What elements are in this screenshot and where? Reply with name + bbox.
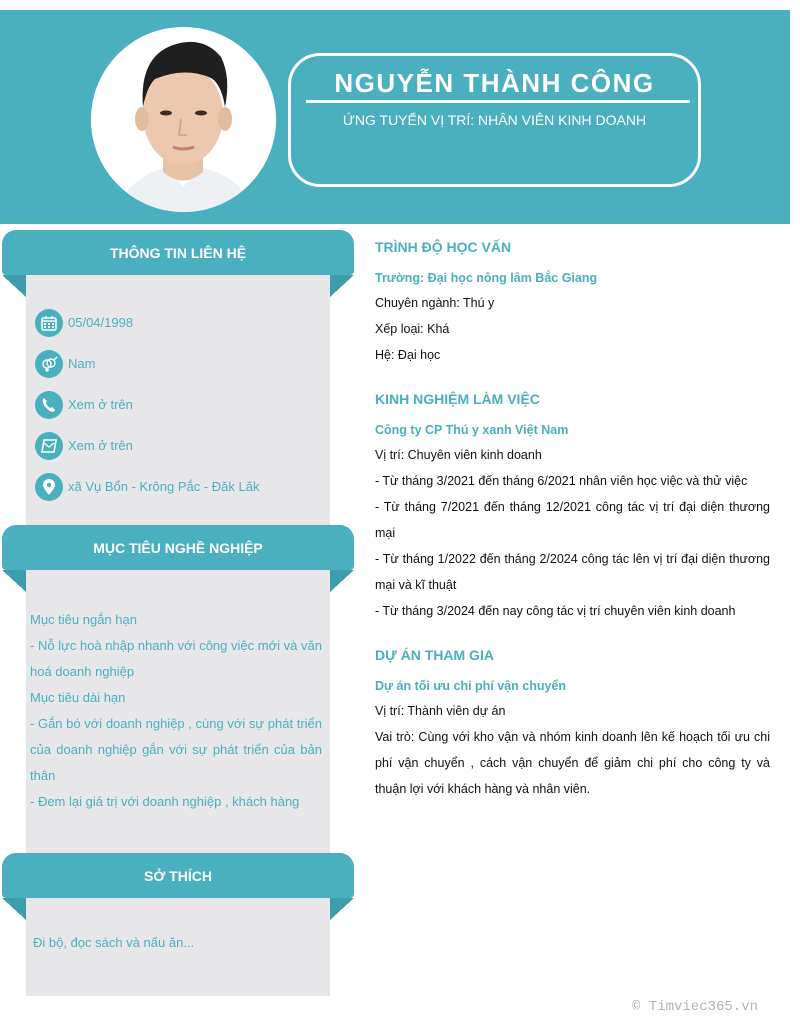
- project-line: Vai trò: Cùng với kho vận và nhóm kinh doanh lên kế hoạch tối ưu chi phí vận chuyển , cách vận chuyển để giảm chi phí cho công ty và thuận lợi với khách hàng và nhân viên.: [375, 730, 770, 796]
- project-name: Dự án tối ưu chi phí vận chuyển: [375, 679, 567, 693]
- birthday-value: 05/04/1998: [68, 315, 134, 330]
- experience-line: Vị trí: Chuyên viên kinh doanh: [375, 448, 542, 462]
- location-icon: [35, 473, 63, 501]
- company-name: Công ty CP Thú y xanh Việt Nam: [375, 423, 569, 437]
- education-line: Xếp loại: Khá: [375, 322, 450, 336]
- goals-section-title: MỤC TIÊU NGHỀ NGHIỆP: [2, 525, 354, 570]
- experience-line: - Từ tháng 3/2021 đến tháng 6/2021 nhân viên học việc và thử việc: [375, 474, 748, 488]
- cv-header: [0, 10, 790, 224]
- school-name: Trường: Đại học nông lâm Bắc Giang: [375, 271, 598, 285]
- ribbon-fold-right: [330, 570, 354, 592]
- address-value: xã Vụ Bổn - Krông Pắc - Đăk Lăk: [68, 479, 260, 494]
- goal-line: Mục tiêu ngắn hạn: [30, 612, 137, 627]
- hobbies-text: Đi bộ, đọc sách và nấu ăn...: [33, 935, 195, 950]
- project-line: Vị trí: Thành viên dự án: [375, 704, 506, 718]
- goal-line: - Đem lại giá trị với doanh nghiệp , khách hàng: [30, 794, 300, 809]
- contact-birthday: [35, 302, 325, 343]
- email-value[interactable]: Xem ở trên: [68, 438, 133, 453]
- experience-line: - Từ tháng 7/2021 đến tháng 12/2021 công tác vị trí đại diện thương mại: [375, 500, 770, 540]
- gender-icon: [35, 350, 63, 378]
- applied-position: ỨNG TUYỂN VỊ TRÍ: NHÂN VIÊN KINH DOANH: [342, 112, 647, 128]
- ribbon-fold-left: [2, 570, 26, 592]
- experience-title: KINH NGHIỆM LÀM VIỆC: [375, 391, 540, 407]
- phone-icon: [35, 391, 63, 419]
- phone-value[interactable]: Xem ở trên: [68, 397, 133, 412]
- calendar-icon: [35, 309, 63, 337]
- ribbon-fold-left: [2, 898, 26, 920]
- goal-line: - Gắn bó với doanh nghiệp , cùng với sự phát triển của doanh nghiệp gắn với sự phát triển của bản thân: [30, 716, 322, 783]
- ribbon-fold-right: [330, 898, 354, 920]
- contact-list: [35, 302, 325, 507]
- name-divider: [306, 100, 690, 103]
- contact-phone: [35, 384, 325, 425]
- gender-value: Nam: [68, 356, 96, 371]
- watermark: © Timviec365.vn: [632, 999, 759, 1015]
- hobbies-section-title: SỞ THÍCH: [2, 853, 354, 898]
- contact-email: [35, 425, 325, 466]
- name-box: [288, 53, 701, 187]
- ribbon-fold-left: [2, 275, 26, 297]
- contact-section-title: THÔNG TIN LIÊN HỆ: [2, 230, 354, 275]
- ribbon-fold-right: [330, 275, 354, 297]
- education-line: Chuyên ngành: Thú y: [375, 296, 495, 310]
- contact-gender: [35, 343, 325, 384]
- contact-address: [35, 466, 325, 507]
- candidate-name: NGUYỄN THÀNH CÔNG: [334, 68, 655, 98]
- education-line: Hệ: Đại học: [375, 348, 441, 362]
- experience-line: - Từ tháng 3/2024 đến nay công tác vị trí chuyên viên kinh doanh: [375, 604, 736, 618]
- person-portrait-icon: [91, 27, 276, 212]
- avatar-photo: [91, 27, 276, 212]
- email-icon: [35, 432, 63, 460]
- projects-title: DỰ ÁN THAM GIA: [375, 647, 494, 663]
- goal-line: - Nỗ lực hoà nhập nhanh với công việc mới và văn hoá doanh nghiệp: [30, 638, 322, 679]
- experience-line: - Từ tháng 1/2022 đến tháng 2/2024 công tác lên vị trí đại diện thương mại và kĩ thuật: [375, 552, 770, 592]
- education-title: TRÌNH ĐỘ HỌC VẤN: [375, 239, 512, 255]
- career-goals: [30, 607, 322, 815]
- goal-line: Mục tiêu dài hạn: [30, 690, 126, 705]
